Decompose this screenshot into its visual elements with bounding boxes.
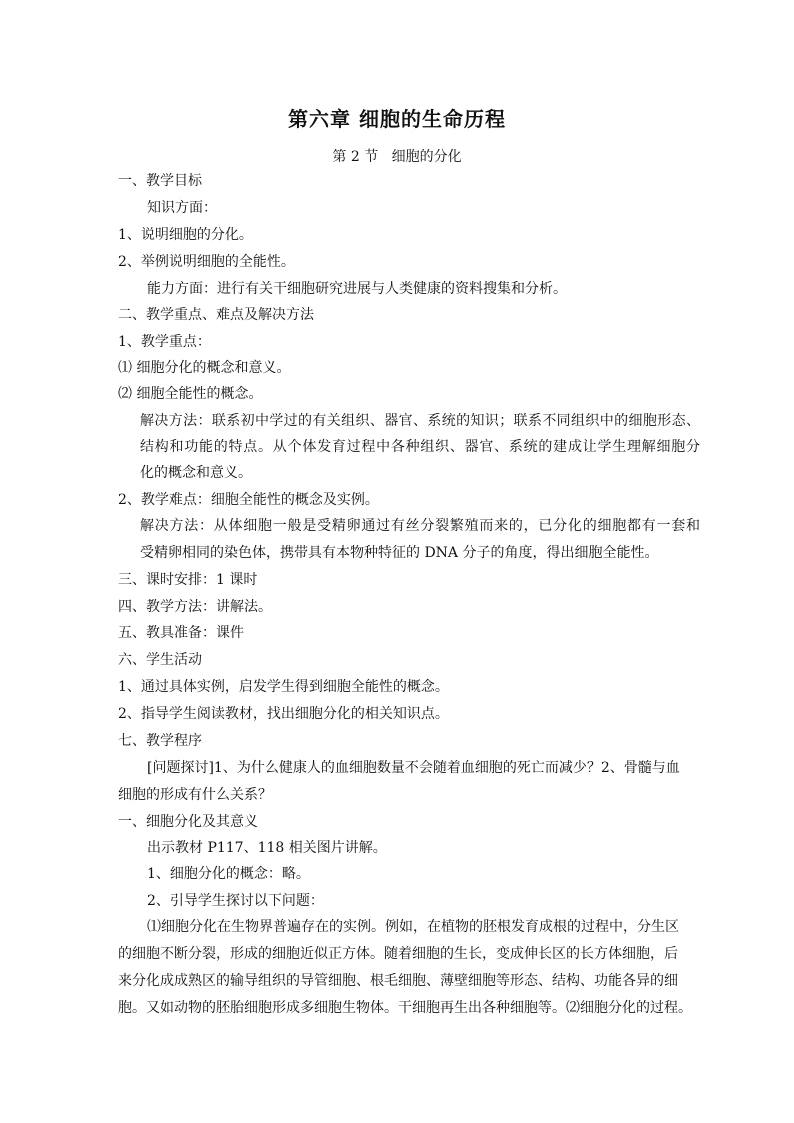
key-points-label: 1、教学重点： (118, 334, 211, 350)
heading-materials: 五、教具准备：课件 (118, 625, 244, 641)
heading-procedure: 七、教学程序 (118, 733, 202, 749)
body-paragraph-line: ⑴细胞分化在生物界普遍存在的实例。例如，在植物的胚根发育成根的过程中，分生区 (147, 919, 679, 935)
solution-text-line: 解决方法：联系初中学过的有关组织、器官、系统的知识；联系不同组织中的细胞形态、 (140, 413, 700, 429)
show-material-text: 出示教材 P117、118 相关图片讲解。 (147, 840, 387, 856)
key-point-2: ⑵ 细胞全能性的概念。 (118, 386, 263, 402)
guide-text: 2、引导学生探讨以下问题： (147, 893, 324, 909)
knowledge-label: 知识方面： (147, 200, 217, 216)
heading-method: 四、教学方法：讲解法。 (118, 599, 272, 615)
concept-text: 1、细胞分化的概念：略。 (147, 866, 310, 882)
solution-text-line: 化的概念和意义。 (140, 465, 252, 481)
objective-item-2: 2、举例说明细胞的全能性。 (118, 254, 295, 270)
activity-item-2: 2、指导学生阅读教材，找出细胞分化的相关知识点。 (118, 706, 449, 722)
objective-item-1: 1、说明细胞的分化。 (118, 227, 253, 243)
heading-objectives: 一、教学目标 (118, 173, 202, 189)
body-paragraph-line: 来分化成成熟区的输导组织的导管细胞、根毛细胞、薄壁细胞等形态、结构、功能各异的细 (118, 973, 678, 989)
activity-item-1: 1、通过具体实例，启发学生得到细胞全能性的概念。 (118, 679, 449, 695)
question-text-line: [问题探讨]1、为什么健康人的血细胞数量不会随着血细胞的死亡而减少？2、骨髓与血 (147, 760, 680, 776)
heading-differentiation: 一、细胞分化及其意义 (118, 814, 258, 830)
heading-schedule: 三、课时安排：1 课时 (118, 572, 258, 588)
solution-text-line: 受精卵相同的染色体，携带具有本物种特征的 DNA 分子的角度，得出细胞全能性。 (140, 545, 659, 561)
solution-text-line: 结构和功能的特点。从个体发育过程中各种组织、器官、系统的建成让学生理解细胞分 (140, 439, 700, 455)
section-subtitle: 第 2 节 细胞的分化 (332, 149, 462, 165)
body-paragraph-line: 胞。又如动物的胚胎细胞形成多细胞生物体。干细胞再生出各种细胞等。⑵细胞分化的过程。 (118, 1000, 692, 1016)
chapter-title: 第六章 细胞的生命历程 (288, 107, 506, 131)
ability-text: 能力方面：进行有关干细胞研究进展与人类健康的资料搜集和分析。 (147, 281, 567, 297)
heading-activities: 六、学生活动 (118, 652, 202, 668)
key-point-1: ⑴ 细胞分化的概念和意义。 (118, 360, 291, 376)
difficulty-text: 2、教学难点：细胞全能性的概念及实例。 (118, 492, 379, 508)
heading-key-points: 二、教学重点、难点及解决方法 (118, 307, 314, 323)
solution-text-line: 解决方法：从体细胞一般是受精卵通过有丝分裂繁殖而来的，已分化的细胞都有一套和 (140, 518, 700, 534)
question-text-line: 细胞的形成有什么关系？ (118, 787, 272, 803)
body-paragraph-line: 的细胞不断分裂，形成的细胞近似正方体。随着细胞的生长，变成伸长区的长方体细胞，后 (118, 946, 678, 962)
